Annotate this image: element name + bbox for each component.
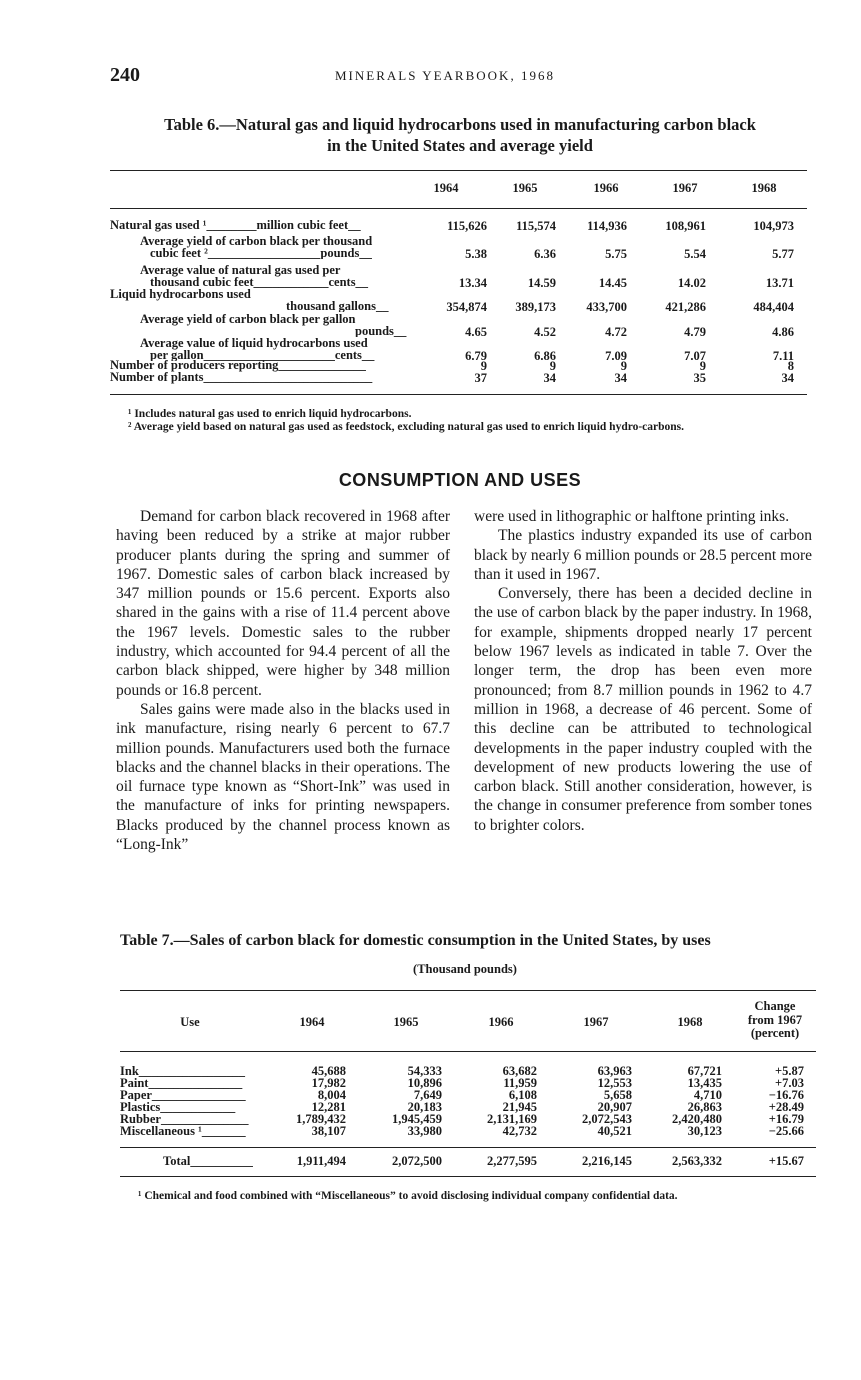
table7-row-label: Paint_______________ <box>120 1077 243 1089</box>
table7-cell: −16.76 <box>768 1088 804 1102</box>
table7-cell: +7.03 <box>775 1076 804 1090</box>
table7-cell: 13,435 <box>687 1076 722 1090</box>
paragraph: The plastics industry expanded its use of carbon black by nearly 6 million pounds or 28.5 percent more than it used in 1967. <box>474 527 812 583</box>
table7-row-label: Rubber______________ <box>120 1113 249 1125</box>
table7-cell: +28.49 <box>768 1100 804 1114</box>
table7-total-cell: 1,911,494 <box>296 1154 346 1168</box>
table6-row-label: Number of plants___________________________ <box>110 372 373 384</box>
paragraph: Sales gains were made also in the blacks used in ink manufacture, rising nearly 6 percent to 67.7 million pounds. Manufacturers used both the furnace blacks and the channel blacks in their operations. The oil furnace type known as “Short-Ink” was used in the manufacture of inks for printing newspapers. Blacks produced by the channel process known as “Long-Ink” <box>116 700 450 854</box>
table7-cell: 2,420,480 <box>672 1112 722 1126</box>
table6-cell: 354,874 <box>446 300 487 314</box>
table7-cell: 42,732 <box>502 1124 537 1138</box>
table7-cell: 33,980 <box>407 1124 442 1138</box>
table6-cell: 7.09 <box>605 349 627 363</box>
table7-cell: 4,710 <box>693 1088 722 1102</box>
table6-header-rule <box>110 208 807 209</box>
table6-title-line2: in the United States and average yield <box>327 136 593 155</box>
table7-year-header: 1964 <box>299 1015 325 1029</box>
table6-cell: 6.79 <box>465 349 487 363</box>
table6-cell: 5.38 <box>465 247 487 261</box>
table6-cell: 14.45 <box>598 276 627 290</box>
table6-cell: 4.52 <box>534 325 556 339</box>
table7-change-header: Change from 1967 (percent) <box>747 999 803 1040</box>
page-number: 240 <box>110 64 140 86</box>
table6-cell: 389,173 <box>515 300 556 314</box>
table6-cell: 8 <box>787 359 794 373</box>
table7-total-cell: 2,216,145 <box>582 1154 632 1168</box>
table6-cell: 104,973 <box>753 219 794 233</box>
table7-cell: 6,108 <box>508 1088 537 1102</box>
table7-total-cell: 2,072,500 <box>392 1154 442 1168</box>
page-header <box>110 64 810 90</box>
table7-year-header: 1968 <box>677 1015 703 1029</box>
table7-footnote-text: ¹ Chemical and food combined with “Miscellaneous” to avoid disclosing individual company confidential data. <box>138 1190 678 1202</box>
paragraph-continuation: were used in lithographic or halftone printing inks. <box>474 508 790 525</box>
table7-cell: 30,123 <box>687 1124 722 1138</box>
section-heading: CONSUMPTION AND USES <box>338 470 582 490</box>
paragraph: Conversely, there has been a decided decline in the use of carbon black by the paper industry. In 1968, for example, shipments dropped nearly 17 percent below 1967 levels as indicated in table 7. Over the longer term, the drop has been even more pronounced; from 8.7 million pounds in 1962 to 4.7 million in 1968, a decrease of 46 percent. Some of this decline can be attributed to technological developments in the paper industry coupled with the development of new products lowering the use of carbon black. Still another consideration, however, is the change in consumer preference from somber tones to brighter colors. <box>474 585 812 834</box>
table7-row-label: Ink_________________ <box>120 1065 246 1077</box>
table6-cell: 4.86 <box>772 325 794 339</box>
table7-cell: 8,004 <box>317 1088 346 1102</box>
table6-year-header: 1967 <box>672 181 698 195</box>
table7-row-label: Paper_______________ <box>120 1089 246 1101</box>
table6-cell: 6.86 <box>534 349 556 363</box>
table6-footnote-2: ² Average yield based on natural gas used as feedstock, excluding natural gas used to enrich liquid hydro-carbons. <box>128 421 685 433</box>
table7-cell: 38,107 <box>311 1124 346 1138</box>
table7-footnote <box>110 1190 820 1203</box>
table7-cell: 7,649 <box>413 1088 442 1102</box>
table6-bottom-rule <box>110 394 807 395</box>
table6-cell: 115,574 <box>516 219 556 233</box>
table7-header-rule <box>120 1051 816 1052</box>
table6-cell: 9 <box>699 359 706 373</box>
text-column-right <box>474 507 812 835</box>
table6-cell: 9 <box>620 359 627 373</box>
table7-cell: 2,131,169 <box>487 1112 537 1126</box>
table7-year-header: 1967 <box>583 1015 609 1029</box>
paragraph: Demand for carbon black recovered in 1968 after having been reduced by a strike at major rubber producer plants during the spring and summer of 1967. Domestic sales of carbon black increased by 347 million pounds or 15.6 percent. Exports also shared in the gains with a rise of 11.4 percent above the 1967 levels. Domestic sales to the rubber industry, which accounted for 94.4 percent of all the carbon black shipped, were higher by 348 million pounds or 16.8 percent. <box>116 508 450 699</box>
table6-cell: 4.72 <box>605 325 627 339</box>
table6-footnote-1: ¹ Includes natural gas used to enrich liquid hydrocarbons. <box>128 408 412 420</box>
table6-year-header: 1968 <box>751 181 777 195</box>
table7-total-cell: 2,277,595 <box>487 1154 537 1168</box>
table6-row-label: Number of producers reporting______________ <box>110 360 366 372</box>
table7-cell: 1,945,459 <box>392 1112 442 1126</box>
table6-row-label: Average value of natural gas used per thousand cubic feet____________cents__ <box>140 265 369 288</box>
table6-top-rule <box>110 170 807 171</box>
table7-cell: 40,521 <box>597 1124 632 1138</box>
table6-cell: 108,961 <box>665 219 706 233</box>
table6-cell: 13.34 <box>458 276 487 290</box>
table6-cell: 7.07 <box>684 349 706 363</box>
table7-year-header: 1966 <box>488 1015 514 1029</box>
table7-cell: 45,688 <box>311 1064 346 1078</box>
table7-cell: 26,863 <box>687 1100 722 1114</box>
table6-cell: 35 <box>693 371 706 385</box>
table6-cell: 14.02 <box>677 276 706 290</box>
table6-cell: 37 <box>474 371 487 385</box>
table6-cell: 5.54 <box>684 247 706 261</box>
table6-cell: 34 <box>543 371 556 385</box>
table6-year-header: 1964 <box>433 181 459 195</box>
table7-cell: +16.79 <box>768 1112 804 1126</box>
table7-title: Table 7.—Sales of carbon black for domestic consumption in the United States, by uses <box>120 932 711 949</box>
table6-cell: 9 <box>549 359 556 373</box>
table7-cell: 12,553 <box>597 1076 632 1090</box>
table7-top-rule <box>120 990 816 991</box>
table6-footnotes <box>110 408 815 434</box>
table7-cell: 54,333 <box>407 1064 442 1078</box>
table7-total-cell: 2,563,332 <box>672 1154 722 1168</box>
table6-cell: 9 <box>480 359 487 373</box>
table6-title-line1: Table 6.—Natural gas and liquid hydrocarbons used in manufacturing carbon black <box>164 115 756 134</box>
table7-cell: 63,682 <box>502 1064 537 1078</box>
table6-cell: 421,286 <box>665 300 706 314</box>
table7-cell: 2,072,543 <box>582 1112 632 1126</box>
table7-cell: 63,963 <box>597 1064 632 1078</box>
table7-cell: 20,183 <box>407 1100 442 1114</box>
table6-cell: 115,626 <box>447 219 487 233</box>
table7-total-cell: +15.67 <box>768 1154 804 1168</box>
text-column-left <box>116 507 450 854</box>
table7-subtitle: (Thousand pounds) <box>413 962 517 976</box>
table6-cell: 5.75 <box>605 247 627 261</box>
table6-year-header: 1965 <box>512 181 538 195</box>
table7-cell: 67,721 <box>687 1064 722 1078</box>
table7-cell: 21,945 <box>502 1100 537 1114</box>
table7-cell: +5.87 <box>775 1064 804 1078</box>
table7-header-use: Use <box>180 1015 200 1029</box>
table6-cell: 6.36 <box>534 247 556 261</box>
table6-cell: 5.77 <box>772 247 794 261</box>
running-head: MINERALS YEARBOOK, 1968 <box>335 68 555 83</box>
table7-row-label: Plastics____________ <box>120 1101 236 1113</box>
table7-total-label: Total__________ <box>163 1154 253 1168</box>
table6-cell: 433,700 <box>586 300 627 314</box>
table7-cell: 10,896 <box>407 1076 442 1090</box>
table6-row-label: Liquid hydrocarbons used thousand gallons__ <box>110 289 389 312</box>
table6-year-header: 1966 <box>593 181 619 195</box>
table6-cell: 34 <box>614 371 627 385</box>
table6-row-label: Natural gas used ¹________million cubic feet__ <box>110 220 361 232</box>
table7-cell: 1,789,432 <box>296 1112 346 1126</box>
table7-year-header: 1965 <box>393 1015 419 1029</box>
table6-row-label: Average value of liquid hydrocarbons used per gallon_____________________cents__ <box>140 338 375 361</box>
table7-row-label: Miscellaneous ¹_______ <box>120 1125 246 1137</box>
table7-cell: 20,907 <box>597 1100 632 1114</box>
table6-cell: 4.65 <box>465 325 487 339</box>
table6-cell: 4.79 <box>684 325 706 339</box>
table6-title <box>110 114 810 156</box>
table7-cell: 11,959 <box>503 1076 537 1090</box>
table6-cell: 114,936 <box>587 219 627 233</box>
table7-total-rule <box>120 1147 816 1148</box>
table6-cell: 13.71 <box>765 276 794 290</box>
table7-bottom-rule <box>120 1176 816 1177</box>
table6-cell: 14.59 <box>527 276 556 290</box>
table6-row-label: Average yield of carbon black per gallon pounds__ <box>140 314 407 337</box>
table7-cell: 12,281 <box>311 1100 346 1114</box>
table6-cell: 7.11 <box>772 349 794 363</box>
table6-row-label: Average yield of carbon black per thousand cubic feet ²__________________pounds__ <box>140 236 373 259</box>
table7-cell: −25.66 <box>768 1124 804 1138</box>
table7-cell: 17,982 <box>311 1076 346 1090</box>
table6-cell: 484,404 <box>753 300 794 314</box>
table6-cell: 34 <box>781 371 794 385</box>
table7-cell: 5,658 <box>603 1088 632 1102</box>
